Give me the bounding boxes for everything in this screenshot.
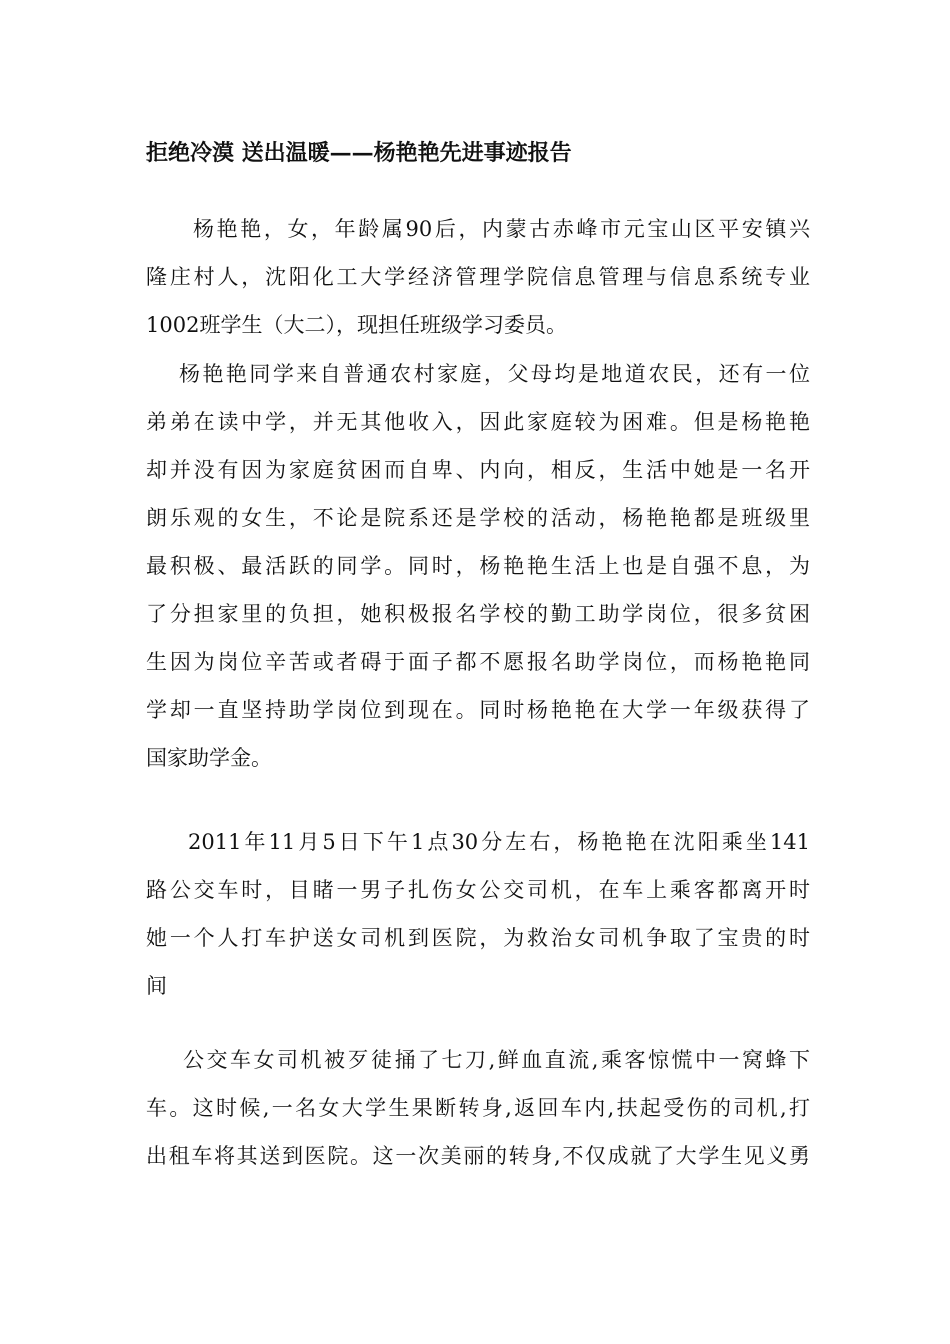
text-line: 1002班学生（大二），现担任班级学习委员。 [146, 313, 567, 337]
text-line: 杨艳艳，女，年龄属90后，内蒙古赤峰市元宝山区平安镇兴 [193, 217, 810, 241]
document-title: 拒绝冷漠 送出温暖——杨艳艳先进事迹报告 [146, 140, 572, 166]
text-line: 了分担家里的负担，她积极报名学校的勤工助学岗位，很多贫困 [146, 602, 810, 626]
paragraph-incident [146, 818, 810, 1010]
text-line: 隆庄村人，沈阳化工大学经济管理学院信息管理与信息系统专业 [146, 265, 810, 289]
text-line: 国家助学金。 [146, 746, 272, 770]
paragraph-rescue [146, 1036, 810, 1180]
text-line: 路公交车时，目睹一男子扎伤女公交司机，在车上乘客都离开时 [146, 878, 810, 902]
text-line: 她一个人打车护送女司机到医院，为救治女司机争取了宝贵的时 [146, 926, 810, 950]
paragraph-intro [146, 205, 810, 349]
text-line: 生因为岗位辛苦或者碍于面子都不愿报名助学岗位，而杨艳艳同 [146, 650, 810, 674]
paragraph-background [146, 350, 810, 782]
text-line: 最积极、最活跃的同学。同时，杨艳艳生活上也是自强不息，为 [146, 554, 810, 578]
text-line: 朗乐观的女生，不论是院系还是学校的活动，杨艳艳都是班级里 [146, 506, 810, 530]
text-line: 公交车女司机被歹徒捅了七刀,鲜血直流,乘客惊慌中一窝蜂下 [183, 1048, 810, 1072]
text-line: 弟弟在读中学，并无其他收入，因此家庭较为困难。但是杨艳艳 [146, 410, 810, 434]
text-line: 杨艳艳同学来自普通农村家庭，父母均是地道农民，还有一位 [179, 362, 810, 386]
text-line: 却并没有因为家庭贫困而自卑、内向，相反，生活中她是一名开 [146, 458, 810, 482]
text-line: 出租车将其送到医院。这一次美丽的转身,不仅成就了大学生见义勇 [146, 1144, 810, 1168]
text-line: 间 [146, 974, 167, 998]
text-line: 2011年11月5日下午1点30分左右，杨艳艳在沈阳乘坐141 [188, 830, 810, 854]
text-line: 学却一直坚持助学岗位到现在。同时杨艳艳在大学一年级获得了 [146, 698, 810, 722]
text-line: 车。这时候,一名女大学生果断转身,返回车内,扶起受伤的司机,打 [146, 1096, 810, 1120]
